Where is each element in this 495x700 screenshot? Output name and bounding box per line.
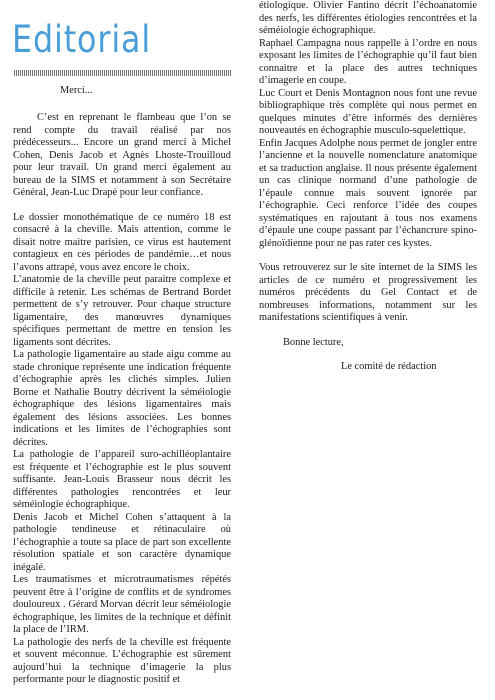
paragraph: étiologique. Olivier Fantino décrit l’échoanatomie des nerfs, les différentes étiologies rencontrées et la séméiologie échographique.: [259, 0, 477, 36]
paragraph: La pathologie des nerfs de la cheville est fréquente et souvent méconnue. L’échographie est sûrement aujourd’hui la technique d’imagerie la plus performante pour le diagnostic positif et: [13, 636, 231, 685]
paragraph: Luc Court et Denis Montagnon nous font une revue bibliographique très complète qui nous permet en quelques minutes d’être informés des dernières nouveautés en échographie musculo-squelettique.: [259, 87, 477, 136]
paragraph: Le dossier monothématique de ce numéro 18 est consacré à la cheville. Mais attention, comme le disait notre maitre parisien, ce virus est hautement contagieux en ces périodes de pandémie…et nous l’avons attrapé, vous avez encore le choix.: [13, 211, 231, 273]
paragraph: Vous retrouverez sur le site internet de la SIMS les articles de ce numéro et progressivement les numéros précédents du Gel Contact et de nombreuses informations, notamment sur les manifestations scientifiques à venir.: [259, 262, 477, 323]
paragraph: La pathologie ligamentaire au stade aigu comme au stade chronique représente une indication fréquente d’échographie après les clichés simples. Julien Borne et Nathalie Boutry décrivent la séméiologie échographique des lésions ligamentaires mais également des lésions associées. Les bonnes indications et les limites de l’échographies sont décrites.: [13, 349, 231, 448]
paragraph: C’est en reprenant le flambeau que l’on se rend compte du travail réalisé par nos prédécesseurs... Encore un grand merci à Michel Cohen, Denis Jacob et Agnès Lhoste-Trouilloud pour leur travail. Un grand merci également au bureau de la SIMS et notamment à son Secrétaire Général, Jean-Luc Drapé pour leur confiance.: [13, 112, 231, 198]
title-divider: [14, 70, 232, 76]
greeting: Merci...: [60, 85, 93, 96]
paragraph: La pathologie de l’appareil suro-achilléoplantaire est fréquente et l’échographie est le plus souvent suffisante. Jean-Louis Brasseur nous décrit les différentes pathologies rencontrées et leur séméiologie échographique.: [13, 449, 231, 510]
paragraph: Raphael Campagna nous rappelle à l’ordre en nous exposant les limites de l’échographie qu’il faut bien connaitre et la place des autres techniques d’imagerie en coupe.: [259, 37, 477, 86]
paragraph: Enfin Jacques Adolphe nous permet de jongler entre l’ancienne et la nouvelle nomenclature anatomique et sa traduction anglaise. Il nous présente également un cas clinique normand d’une pathologie de l’épaule connue mais souvent ignorée par l’échographie. Ceci renforce l’idée des coupes systématiques en rajoutant à tous nos examens d’épaule une coupe passant par l’échancrure spino-glénoïdienne pour ne pas rater ces kystes.: [259, 137, 477, 249]
left-column: [13, 112, 231, 687]
paragraph: L’anatomie de la cheville peut paraitre complexe et difficile à retenir. Les schémas de Bertrand Bordet permettent de s’y retrouver. Pour chaque structure ligamentaire, des manœuvres dynamiques spécifiques permettant de mettre en tension les ligaments sont décrites.: [13, 274, 231, 348]
page-title: Editorial: [12, 18, 152, 61]
closing-line: Bonne lecture,: [283, 336, 344, 348]
signature: Le comité de rédaction: [341, 361, 437, 372]
paragraph: Les traumatismes et microtraumatismes répétés peuvent être à l’origine de conflits et de syndromes douloureux . Gérard Morvan décrit leur séméiologie échographique, les limites de la technique et définit la place de l’IRM.: [13, 574, 231, 635]
paragraph: Denis Jacob et Michel Cohen s’attaquent à la pathologie tendineuse et rétinaculaire où l’échographie a toute sa place de part son excellente résolution spatiale et son caractère dynamique inégalé.: [13, 511, 231, 573]
right-column: [259, 0, 477, 374]
